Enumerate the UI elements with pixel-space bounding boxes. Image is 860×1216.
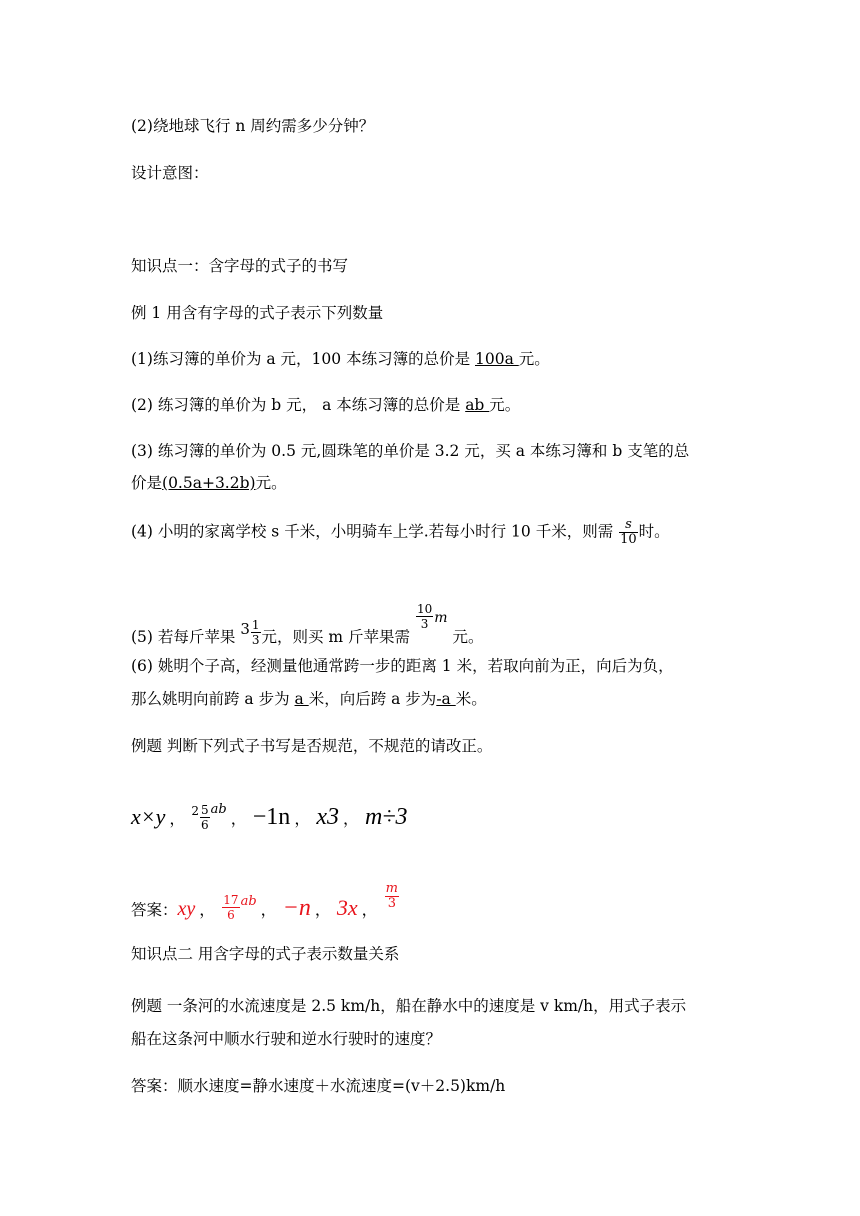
design-intent-text: 设计意图： [131, 164, 209, 182]
item-3-prefix: 价是 [131, 474, 163, 492]
separator: ， [169, 809, 186, 828]
item-6-answer-2: -a [436, 690, 456, 708]
expression-list [131, 800, 408, 834]
item-4-text: (4) 小明的家离学校 s 千米，小明骑车上学.若每小时行 10 千米，则需 [131, 522, 619, 541]
fraction-denominator: 10 [620, 532, 637, 547]
ex1-text: 例 1 用含有字母的式子表示下列数量 [131, 304, 384, 322]
expression-4: x3 [316, 804, 339, 830]
item-5-text: (5) 若每斤苹果 [131, 628, 241, 646]
item-3-answer: (0.5a+3.2b) [162, 474, 256, 492]
separator: ， [294, 809, 311, 828]
fraction-denominator: 6 [222, 907, 239, 922]
mixed-whole: 3 [240, 620, 250, 638]
item-2 [131, 394, 520, 416]
fraction-numerator: 1 [251, 618, 260, 632]
item-3-suffix: 元。 [255, 474, 287, 492]
separator: ， [314, 900, 331, 919]
item-3-line-2 [131, 472, 287, 494]
item-2-answer: ab [465, 396, 490, 414]
item-1-text: (1)练习簿的单价为 a 元，100 本练习簿的总价是 [131, 350, 475, 368]
answer-3: −n [282, 895, 311, 921]
item-1-suffix: 元。 [518, 350, 550, 368]
answer-5 [385, 882, 399, 911]
item-4-fraction [619, 518, 638, 547]
mixed-fraction [251, 618, 261, 647]
mixed-fraction [200, 803, 210, 832]
item-3-line-1 [131, 440, 689, 462]
separator: ， [199, 900, 216, 919]
answer-3-line [131, 1075, 505, 1097]
fraction-numerator: 5 [201, 802, 209, 817]
item-6-line-2 [131, 688, 487, 710]
item-6-line-1 [131, 655, 674, 677]
item-6-text: (6) 姚明个子高，经测量他通常跨一步的距离 1 米，若取向前为正，向后为负， [131, 657, 674, 675]
item-2-text: (2) 练习簿的单价为 b 元， a 本练习簿的总价是 [131, 396, 466, 414]
kp2-text: 知识点二 用含字母的式子表示数量关系 [131, 945, 400, 963]
ex2-text: 例题 判断下列式子书写是否规范，不规范的请改正。 [131, 737, 493, 755]
item-5-suffix: 元。 [447, 628, 484, 646]
design-intent [131, 162, 209, 184]
fraction-denominator: 3 [251, 633, 260, 647]
item-3-text: (3) 练习簿的单价为 0.5 元,圆珠笔的单价是 3.2 元，买 a 本练习簿和 b 支笔的总 [131, 442, 690, 460]
expression-2 [191, 793, 226, 833]
item-6-prefix: 那么姚明向前跨 a 步为 [131, 690, 295, 708]
item-4-suffix: 时。 [638, 522, 670, 541]
example-3-line-1 [131, 995, 686, 1017]
item-1 [131, 348, 550, 370]
fraction-numerator: 10 [416, 602, 433, 616]
question-2 [131, 115, 374, 137]
answer-3-text: 答案：顺水速度=静水速度＋水流速度=(v＋2.5)km/h [131, 1077, 506, 1095]
item-5-mid: 元，则买 m 斤苹果需 [261, 628, 415, 646]
fraction-denominator: 3 [385, 896, 399, 911]
question-2-text: (2)绕地球飞行 n 周约需多少分钟？ [131, 117, 375, 135]
answer-list [131, 882, 400, 922]
expression-5: m÷3 [365, 804, 408, 830]
answer-4: 3x [336, 895, 358, 920]
example-2-title [131, 735, 492, 757]
answer-1: xy [177, 898, 196, 920]
mixed-whole: 2 [191, 804, 200, 818]
item-6-mid: 米，向后跨 a 步为 [308, 690, 437, 708]
item-5-mixed-number [240, 618, 261, 654]
knowledge-point-2-title [131, 943, 399, 965]
item-2-suffix: 元。 [489, 396, 521, 414]
fraction-numerator: s [625, 517, 632, 532]
item-1-answer: 100a [475, 350, 519, 368]
expression-3: −1n [252, 804, 291, 830]
fraction-denominator: 6 [201, 817, 209, 832]
fraction-numerator: 17 [223, 892, 239, 907]
variable-ab: ab [240, 894, 257, 909]
item-6-suffix: 米。 [455, 690, 487, 708]
fraction-denominator: 3 [416, 616, 433, 631]
answer-2 [221, 882, 256, 926]
item-5-fraction [416, 602, 433, 631]
fraction-numerator: m [385, 881, 398, 896]
separator: ， [342, 809, 359, 828]
item-5 [131, 602, 483, 654]
item-5-variable: m [434, 610, 448, 626]
item-6-answer-1: a [294, 690, 309, 708]
item-4 [131, 518, 670, 547]
ex3-text-2: 船在这条河中顺水行驶和逆水行驶时的速度？ [131, 1030, 442, 1048]
answer-label: 答案： [131, 901, 178, 919]
example-1-title [131, 302, 383, 324]
ex3-text-1: 例题 一条河的水流速度是 2.5 km/h，船在静水中的速度是 v km/h，用式子表示 [131, 997, 687, 1015]
expression-1: x×y [131, 804, 166, 829]
separator: ， [230, 809, 247, 828]
separator: ， [361, 900, 378, 919]
kp1-text: 知识点一：含字母的式子的书写 [131, 257, 349, 275]
separator: ， [260, 900, 277, 919]
example-3-line-2 [131, 1028, 441, 1050]
answer-2-fraction [222, 893, 239, 922]
knowledge-point-1-title [131, 255, 348, 277]
variable-ab: ab [210, 802, 227, 817]
